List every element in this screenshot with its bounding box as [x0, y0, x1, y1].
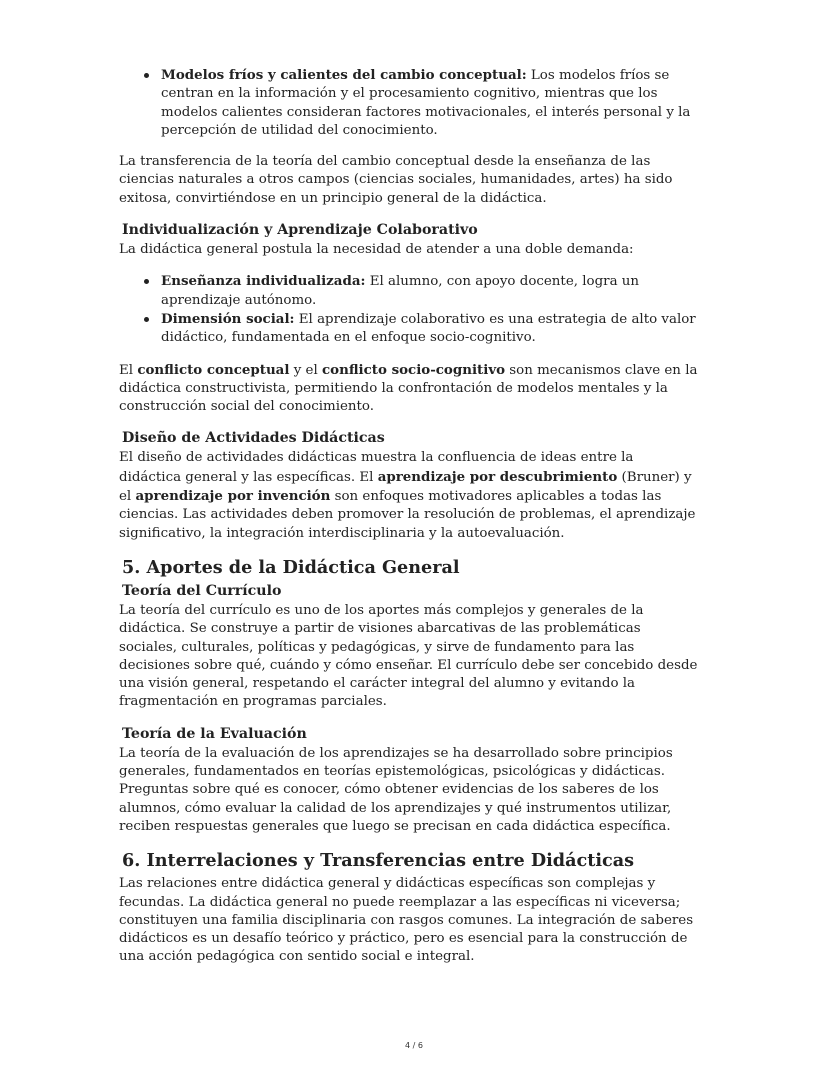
document-page: [119, 66, 699, 980]
bullet-list: [119, 66, 699, 140]
bold-term: aprendizaje por invención: [135, 488, 331, 505]
bullet-list: [119, 272, 699, 347]
subheading-evaluacion: Teoría de la Evaluación: [122, 725, 307, 742]
paragraph: La teoría de la evaluación de los aprendizajes se ha desarrollado sobre principios generales, fundamentados en teorías epistemológicas, psicológicas y didácticas. Preguntas sobre qué es conocer, cómo obtener evidencias de los saberes de los alumnos, cómo evaluar la calidad de los aprendizajes y qué instrumentos utilizar, reciben respuestas generales que luego se precisan en cada didáctica específica.: [119, 745, 673, 834]
section-heading-5: 5. Aportes de la Didáctica General: [122, 556, 460, 578]
subheading-individualizacion: Individualización y Aprendizaje Colaborativo: [122, 222, 478, 239]
bold-term: conflicto conceptual: [137, 361, 290, 378]
list-item-text: Los modelos fríos se centran en la información y el procesamiento cognitivo, mientras que los modelos calientes consideran factores motivacionales, el interés personal y la percepción de utilidad del conocimiento.: [161, 68, 691, 138]
paragraph: La didáctica general postula la necesidad de atender a una doble demanda:: [119, 242, 634, 258]
page-number: 4 / 6: [405, 1041, 423, 1050]
paragraph: La teoría del currículo es uno de los aportes más complejos y generales de la didáctica. Se construye a partir de visiones abarcativas de las problemáticas sociales, culturales, políticas y pedagógicas, y sirve de fundamento para las decisiones sobre qué, cuándo y cómo enseñar. El currículo debe ser concebido desde una visión general, respetando el carácter integral del alumno y evitando la fragmentación en programas parciales.: [119, 602, 698, 710]
list-item-term: Enseñanza individualizada:: [161, 273, 366, 290]
paragraph: Las relaciones entre didáctica general y didácticas específicas son complejas y fecundas. La didáctica general no puede reemplazar a las específicas ni viceversa; constituyen una familia disciplinaria con rasgos comunes. La integración de saberes didácticos es un desafío teórico y práctico, pero es esencial para la construcción de una acción pedagógica con sentido social e integral.: [119, 876, 694, 965]
bold-term: conflicto socio-cognitivo: [322, 361, 506, 378]
list-item: [119, 66, 699, 140]
subheading-diseno: Diseño de Actividades Didácticas: [122, 430, 385, 447]
paragraph: La transferencia de la teoría del cambio conceptual desde la enseñanza de las ciencias naturales a otros campos (ciencias sociales, humanidades, artes) ha sido exitosa, convirtiéndose en un principio general de la didáctica.: [119, 154, 673, 206]
list-item-text: El aprendizaje colaborativo es una estrategia de alto valor didáctico, fundamentada en el enfoque socio-cognitivo.: [161, 311, 696, 346]
list-item-term: Dimensión social:: [161, 310, 295, 327]
paragraph: El conflicto conceptual y el conflicto socio-cognitivo son mecanismos clave en la didáctica constructivista, permitiendo la confrontación de modelos mentales y la construcción social del conocimiento.: [119, 361, 698, 415]
list-item: [119, 310, 699, 348]
section-heading-6: 6. Interrelaciones y Transferencias entre Didácticas: [122, 850, 635, 872]
list-item-term: Modelos fríos y calientes del cambio conceptual:: [161, 67, 527, 83]
list-item-text: El alumno, con apoyo docente, logra un aprendizaje autónomo.: [161, 274, 640, 308]
bold-term: aprendizaje por descubrimiento: [377, 468, 618, 485]
list-item: [119, 272, 699, 310]
subheading-curriculo: Teoría del Currículo: [122, 582, 282, 599]
paragraph: El diseño de actividades didácticas muestra la confluencia de ideas entre la didáctica general y las específicas. El aprendizaje por descubrimiento (Bruner) y el aprendizaje por invención son enfoques motivadores aplicables a todas las ciencias. Las actividades deben promover la resolución de problemas, el aprendizaje significativo, la integración interdisciplinaria y la autoevaluación.: [119, 450, 696, 541]
